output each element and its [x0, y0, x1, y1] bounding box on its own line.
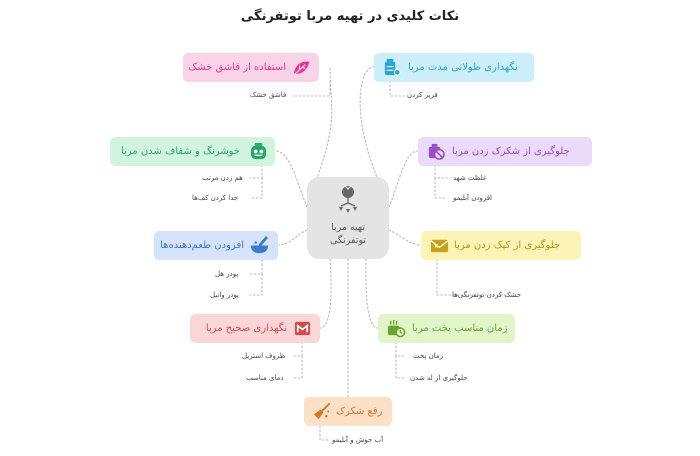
leaf-syrup-thickness: غلظت شهد [453, 174, 487, 182]
branch-label: جلوگیری از شکرک زدن مربا [452, 146, 570, 157]
leaf-stir-regularly: هم زدن مرتب [202, 174, 243, 182]
branch-fix-crystallization[interactable] [304, 397, 392, 426]
leaf-icon [292, 58, 311, 77]
leaf-boiling-water-lemon: آب جوش و آبلیمو [332, 436, 384, 444]
branch-label: خوشرنگ و شفاف شدن مربا [120, 146, 240, 157]
branch-label: نگهداری طولانی مدت مربا [408, 62, 518, 73]
branch-cooking-time[interactable] [378, 314, 515, 343]
branch-proper-storage[interactable] [190, 314, 320, 343]
gmail-icon [293, 319, 312, 338]
leaf-prevent-mashing: جلوگیری از له شدن [410, 374, 468, 382]
branch-label: نگهداری صحیح مربا [205, 323, 287, 334]
branch-label: رفع شکرک [336, 406, 383, 417]
envelope-icon [430, 236, 449, 255]
branch-label: افزودن طعم‌دهنده‌ها [160, 240, 244, 251]
leaf-cooking-time: زمان پخت [413, 352, 443, 360]
pot-icon [249, 142, 268, 161]
central-topic[interactable] [307, 177, 389, 259]
branch-label: زمان مناسب پخت مربا [412, 323, 508, 334]
branch-color-clarity[interactable] [110, 137, 275, 166]
leaf-dry-spoon: قاشق خشک [250, 91, 287, 99]
mortar-icon [250, 236, 269, 255]
leaf-cardamom-powder: پودر هل [215, 270, 239, 278]
diagram-title: نکات کلیدی در تهیه مربا توتفرنگی [240, 9, 460, 24]
branch-use-dry-spoon[interactable] [183, 53, 319, 82]
pot-timer-icon [387, 319, 406, 338]
branch-add-flavor[interactable] [154, 231, 278, 260]
no-crystal-icon [426, 142, 445, 161]
leaf-proper-temperature: دمای مناسب [246, 374, 284, 382]
branch-prevent-crystallization[interactable] [418, 137, 592, 166]
jar-icon [382, 58, 401, 77]
leaf-dry-strawberries: خشک کردن توتفرنگی‌ها [452, 291, 522, 299]
central-topic-line2: توتفرنگی [329, 235, 367, 246]
leaf-sterile-containers: ظروف استریل [242, 352, 286, 360]
central-topic-line1: تهیه مربا [331, 222, 365, 233]
branch-label: استفاده از قاشق خشک [188, 62, 286, 73]
leaf-vanilla-powder: پودر وانیل [210, 291, 239, 299]
leaf-remove-foam: جدا کردن کف‌ها [192, 194, 239, 202]
leaf-add-lemon-juice: افزودن آبلیمو [453, 194, 493, 202]
broom-icon [312, 402, 331, 421]
central-topic-label [307, 221, 389, 247]
branch-label: جلوگیری از کپک زدن مربا [454, 240, 561, 251]
branch-long-storage[interactable] [374, 53, 534, 82]
branch-prevent-mold[interactable] [421, 231, 581, 260]
leaf-freezing: فریز کردن [407, 91, 438, 99]
strawberry-icon [336, 185, 360, 215]
